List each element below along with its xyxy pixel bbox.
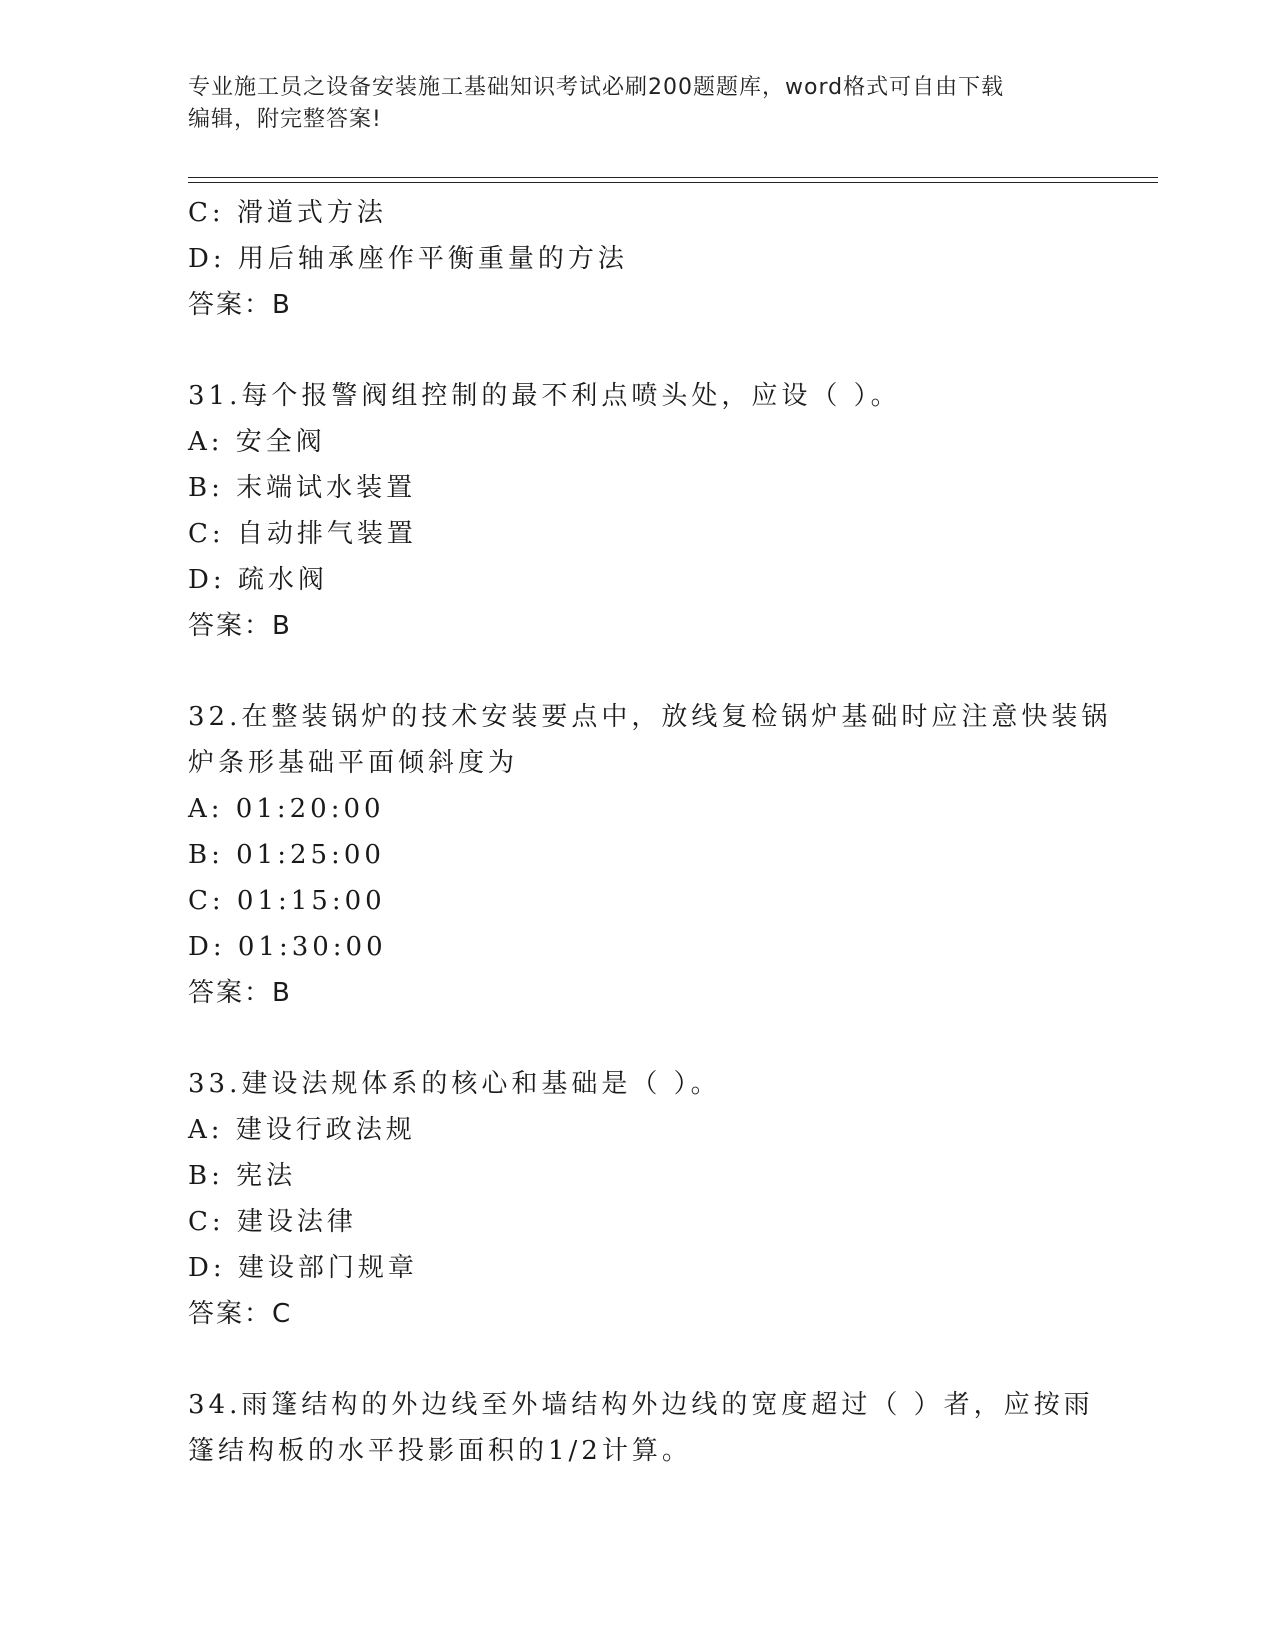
question-text: 31.每个报警阀组控制的最不利点喷头处，应设（ ）。 bbox=[188, 381, 901, 411]
option-line: A: 建设行政法规 bbox=[188, 1115, 416, 1145]
answer-line: 答案：B bbox=[188, 978, 292, 1008]
header-divider-top bbox=[188, 177, 1158, 178]
question-text: 篷结构板的水平投影面积的1/2计算。 bbox=[188, 1436, 692, 1466]
question-block bbox=[188, 694, 1112, 1016]
document-header bbox=[188, 72, 1088, 136]
question-text: 34.雨篷结构的外边线至外墙结构外边线的宽度超过（ ）者，应按雨 bbox=[188, 1390, 1094, 1420]
option-line: A: 01:20:00 bbox=[188, 794, 385, 824]
option-line: C: 01:15:00 bbox=[188, 886, 386, 916]
option-line: C: 自动排气装置 bbox=[188, 519, 417, 549]
option-line: D: 01:30:00 bbox=[188, 932, 387, 962]
option-line: A: 安全阀 bbox=[188, 427, 326, 457]
question-text: 32.在整装锅炉的技术安装要点中，放线复检锅炉基础时应注意快装锅 bbox=[188, 702, 1112, 732]
option-line: B: 末端试水装置 bbox=[188, 473, 417, 503]
question-block bbox=[188, 1382, 1094, 1474]
header-line-2: 编辑，附完整答案! bbox=[188, 107, 382, 132]
header-divider-bottom bbox=[188, 182, 1158, 183]
option-line: C: 滑道式方法 bbox=[188, 198, 387, 228]
header-line-1: 专业施工员之设备安装施工基础知识考试必刷200题题库，word格式可自由下载 bbox=[188, 75, 1005, 100]
question-block bbox=[188, 373, 1088, 649]
option-line: D: 疏水阀 bbox=[188, 565, 328, 595]
question-list bbox=[188, 190, 1112, 1474]
question-block bbox=[188, 190, 1088, 328]
question-text: 33.建设法规体系的核心和基础是（ ）。 bbox=[188, 1069, 721, 1099]
question-block bbox=[188, 1061, 1088, 1337]
option-line: D: 建设部门规章 bbox=[188, 1253, 418, 1283]
option-line: B: 01:25:00 bbox=[188, 840, 385, 870]
answer-line: 答案：C bbox=[188, 1299, 293, 1329]
option-line: D: 用后轴承座作平衡重量的方法 bbox=[188, 244, 628, 274]
answer-line: 答案：B bbox=[188, 290, 292, 320]
option-line: C: 建设法律 bbox=[188, 1207, 357, 1237]
answer-line: 答案：B bbox=[188, 611, 292, 641]
option-line: B: 宪法 bbox=[188, 1161, 297, 1191]
question-text: 炉条形基础平面倾斜度为 bbox=[188, 748, 519, 778]
